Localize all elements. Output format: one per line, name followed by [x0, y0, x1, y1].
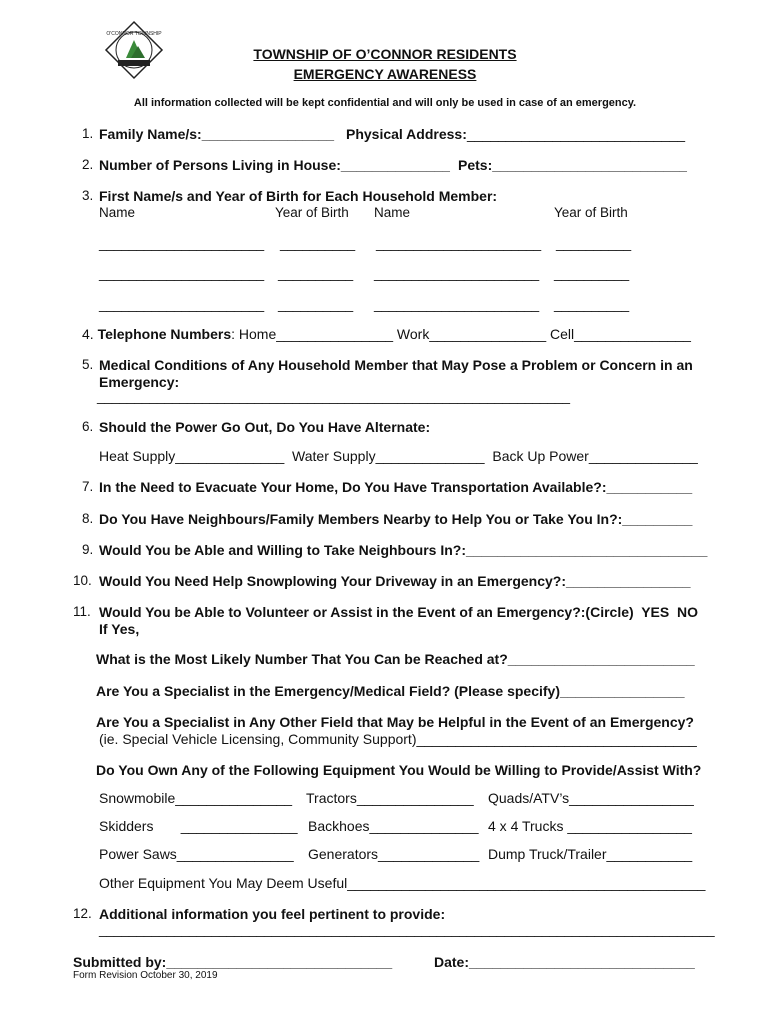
- q6-number: 6.: [82, 419, 94, 434]
- form-revision: Form Revision October 30, 2019: [73, 970, 218, 981]
- q4-row[interactable]: [82, 326, 691, 342]
- q4-number: 4.: [82, 326, 94, 342]
- medical-conditions-label: Medical Conditions of Any Household Member that May Pose a Problem or Concern in an: [99, 357, 693, 373]
- equipment-generators[interactable]: Generators_____________: [308, 846, 480, 862]
- physical-address-field[interactable]: ____________________________: [467, 126, 686, 142]
- col-name-2: Name: [374, 205, 411, 220]
- col-year-1: Year of Birth: [275, 205, 349, 220]
- telephone-fields[interactable]: : Home_______________ Work_______________ Cell_______________: [231, 326, 691, 342]
- equipment-4x4-trucks[interactable]: 4 x 4 Trucks ________________: [488, 818, 692, 834]
- member-year-line[interactable]: __________: [278, 297, 354, 312]
- q3-number: 3.: [82, 188, 94, 203]
- member-year-line[interactable]: __________: [554, 266, 630, 281]
- confidentiality-note: All information collected will be kept confidential and will only be used in case of an emergency.: [133, 97, 637, 109]
- persons-in-house-field[interactable]: Number of Persons Living in House:______________: [99, 157, 450, 173]
- equipment-backhoes[interactable]: Backhoes______________: [308, 818, 479, 834]
- family-name-field[interactable]: Family Name/s:_________________: [99, 126, 335, 142]
- q1-number: 1.: [82, 126, 94, 141]
- submitted-by-field[interactable]: Submitted by:_____________________________: [73, 954, 393, 970]
- take-neighbours-field[interactable]: Would You be Able and Willing to Take Neighbours In?:_______________________________: [99, 542, 708, 558]
- q10-number: 10.: [73, 573, 92, 588]
- snowplowing-field[interactable]: Would You Need Help Snowplowing Your Driveway in an Emergency?:________________: [99, 573, 691, 589]
- other-specialist-field[interactable]: (ie. Special Vehicle Licensing, Community Support)____________________________________: [99, 731, 697, 747]
- member-name-line[interactable]: ______________________: [99, 297, 265, 312]
- member-year-line[interactable]: __________: [280, 236, 356, 251]
- member-year-line[interactable]: __________: [278, 266, 354, 281]
- col-name-1: Name: [99, 205, 136, 220]
- q8-number: 8.: [82, 511, 94, 526]
- other-specialist-label: Are You a Specialist in Any Other Field that May be Helpful in the Event of an Emergency?: [96, 714, 694, 730]
- telephone-label: Telephone Numbers: [97, 326, 232, 342]
- equipment-snowmobile[interactable]: Snowmobile_______________: [99, 790, 293, 806]
- equipment-question: Do You Own Any of the Following Equipment You Would be Willing to Provide/Assist With?: [96, 762, 702, 778]
- member-year-line[interactable]: __________: [554, 297, 630, 312]
- logo-text: O'CONNOR TOWNSHIP: [106, 31, 162, 37]
- equipment-tractors[interactable]: Tractors_______________: [306, 790, 474, 806]
- form-title-line2: EMERGENCY AWARENESS: [293, 66, 477, 82]
- medical-conditions-label-2: Emergency:: [99, 374, 180, 390]
- form-title-line1: TOWNSHIP OF O’CONNOR RESIDENTS: [253, 46, 517, 62]
- equipment-dump-truck[interactable]: Dump Truck/Trailer___________: [488, 846, 693, 862]
- member-year-line[interactable]: __________: [556, 236, 632, 251]
- equipment-power-saws[interactable]: Power Saws_______________: [99, 846, 294, 862]
- physical-address-label: Physical Address:: [346, 126, 467, 142]
- col-year-2: Year of Birth: [554, 205, 628, 220]
- date-field[interactable]: Date:_____________________________: [434, 954, 695, 970]
- q5-number: 5.: [82, 357, 94, 372]
- q7-number: 7.: [82, 479, 94, 494]
- household-members-label: First Name/s and Year of Birth for Each Household Member:: [99, 188, 498, 204]
- q12-number: 12.: [73, 906, 92, 921]
- additional-info-label: Additional information you feel pertinent to provide:: [99, 906, 446, 922]
- medical-conditions-field[interactable]: _______________________________________________________________: [97, 389, 571, 404]
- member-name-line[interactable]: ______________________: [374, 297, 540, 312]
- transportation-field[interactable]: In the Need to Evacuate Your Home, Do You Have Transportation Available?:___________: [99, 479, 693, 495]
- volunteer-question[interactable]: Would You be Able to Volunteer or Assist in the Event of an Emergency?:(Circle) YES NO: [99, 604, 698, 620]
- equipment-quads[interactable]: Quads/ATV’s________________: [488, 790, 694, 806]
- if-yes-label: If Yes,: [99, 621, 140, 637]
- member-name-line[interactable]: ______________________: [99, 236, 265, 251]
- q2-number: 2.: [82, 157, 94, 172]
- member-name-line[interactable]: ______________________: [374, 266, 540, 281]
- other-equipment-field[interactable]: Other Equipment You May Deem Useful______________________________________________: [99, 875, 706, 891]
- equipment-skidders[interactable]: Skidders _______________: [99, 818, 298, 834]
- q11-number: 11.: [73, 604, 91, 619]
- member-name-line[interactable]: ______________________: [376, 236, 542, 251]
- pets-field[interactable]: Pets:_________________________: [458, 157, 687, 173]
- member-name-line[interactable]: ______________________: [99, 266, 265, 281]
- additional-info-field[interactable]: __________________________________________________________________________________: [99, 922, 715, 937]
- power-alternate-label: Should the Power Go Out, Do You Have Alternate:: [99, 419, 431, 435]
- neighbours-help-field[interactable]: Do You Have Neighbours/Family Members Nearby to Help You or Take You In?:_________: [99, 511, 693, 527]
- reach-number-field[interactable]: What is the Most Likely Number That You Can be Reached at?________________________: [96, 651, 695, 667]
- power-alternate-options[interactable]: Heat Supply______________ Water Supply______________ Back Up Power______________: [99, 448, 698, 464]
- medical-specialist-field[interactable]: Are You a Specialist in the Emergency/Medical Field? (Please specify)________________: [96, 683, 685, 699]
- q9-number: 9.: [82, 542, 94, 557]
